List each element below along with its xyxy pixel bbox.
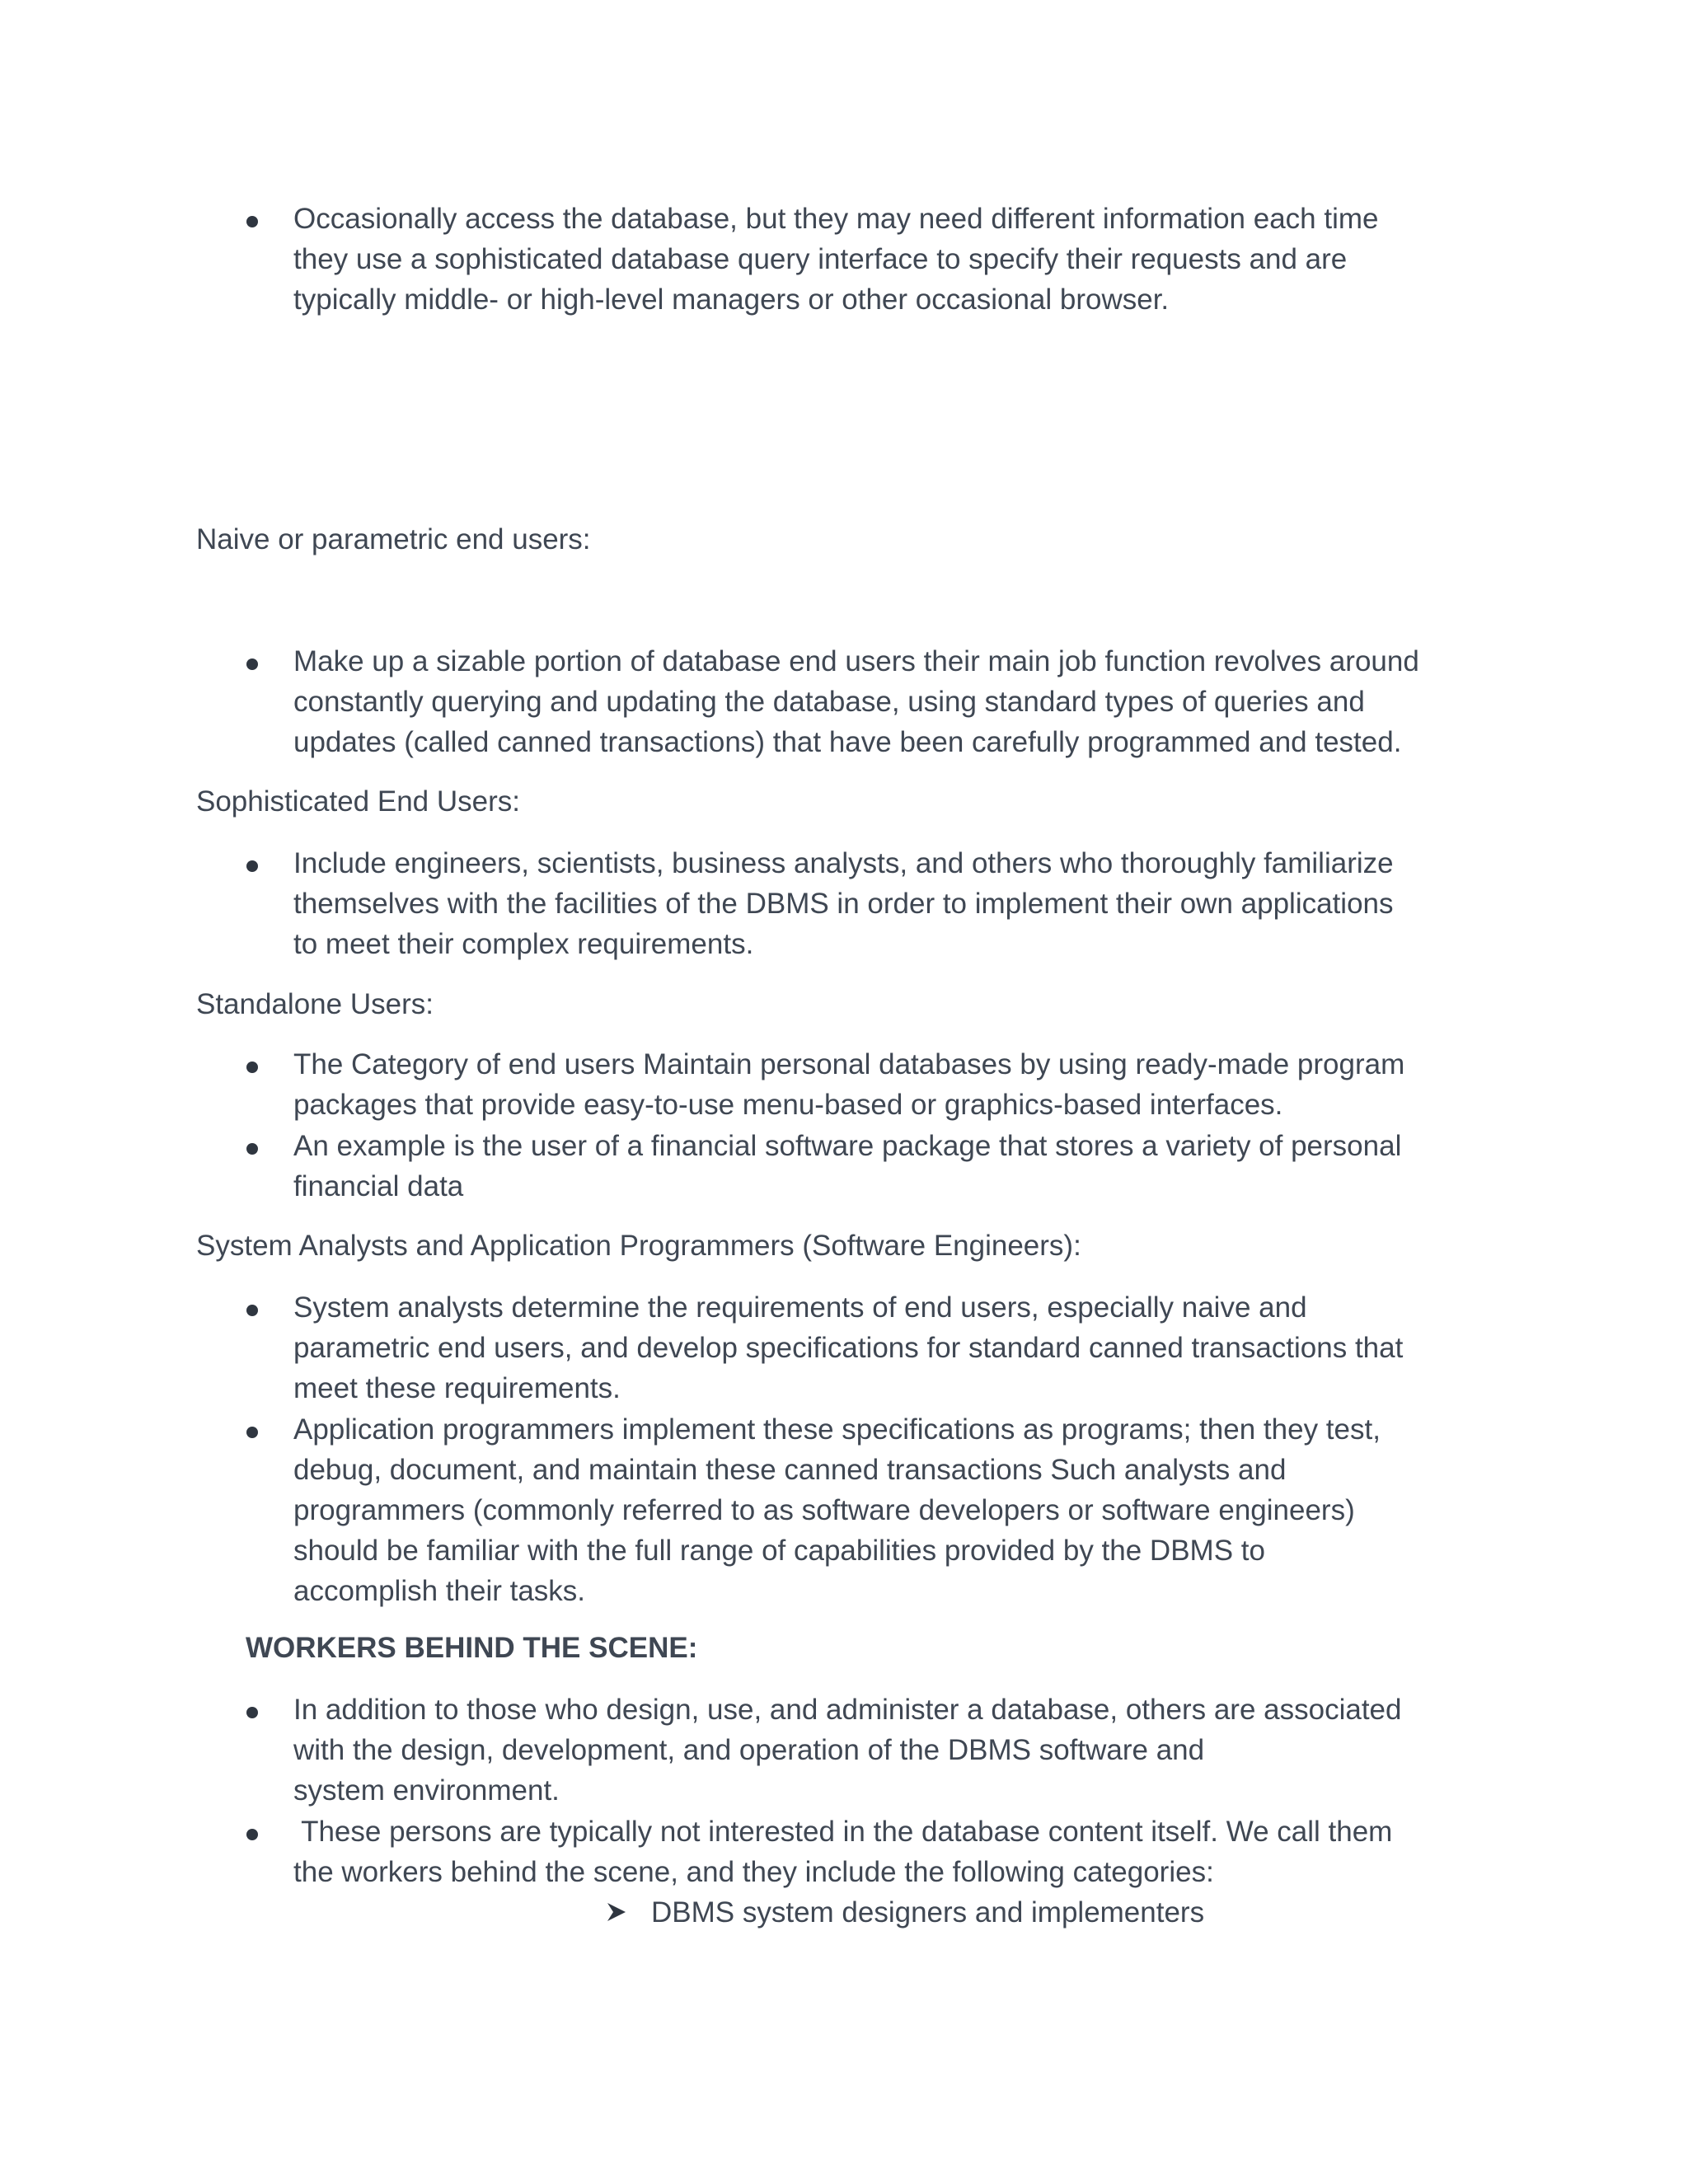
bullet-text-line: parametric end users, and develop specifications for standard canned transactions that [293,1332,1404,1364]
system-analysts-bullet [293,1287,1497,1408]
bullet-icon [246,1427,258,1438]
naive-users-heading: Naive or parametric end users: [196,523,591,555]
workers-behind-scene-heading: WORKERS BEHIND THE SCENE: [246,1632,698,1664]
bullet-text-line: meet these requirements. [293,1372,621,1404]
sophisticated-users-bullet [293,843,1497,964]
bullet-text-line: Occasionally access the database, but they may need different information each time [293,203,1379,235]
bullet-icon [246,1829,258,1840]
bullet-icon [246,658,258,670]
bullet-text-line: programmers (commonly referred to as software developers or software engineers) [293,1494,1355,1526]
bullet-text-line: Include engineers, scientists, business analysts, and others who thoroughly familiarize [293,847,1394,879]
bullet-text-line: In addition to those who design, use, and administer a database, others are associated [293,1694,1402,1726]
bullet-text-line: the workers behind the scene, and they include the following categories: [293,1856,1214,1888]
bullet-text-line: constantly querying and updating the database, using standard types of queries and [293,686,1365,718]
standalone-users-bullet [293,1126,1497,1207]
casual-users-bullet [293,199,1497,320]
bullet-icon [246,216,258,227]
system-analysts-heading: System Analysts and Application Programmers (Software Engineers): [196,1230,1081,1262]
sub-list-item-text: DBMS system designers and implementers [651,1896,1205,1929]
bullet-text-line: system environment. [293,1774,560,1807]
workers-bullet [293,1811,1497,1892]
bullet-text-line: The Category of end users Maintain personal databases by using ready-made program [293,1048,1405,1080]
bullet-text-line: with the design, development, and operation of the DBMS software and [293,1734,1205,1766]
standalone-users-heading: Standalone Users: [196,988,434,1020]
bullet-text-line: financial data [293,1170,464,1202]
bullet-text-line: Make up a sizable portion of database end users their main job function revolves around [293,645,1419,677]
bullet-text-line: Application programmers implement these specifications as programs; then they test, [293,1413,1381,1446]
naive-users-bullet [293,641,1497,762]
bullet-text-line: These persons are typically not interested in the database content itself. We call them [293,1816,1393,1848]
application-programmers-bullet [293,1409,1497,1611]
bullet-text-line: to meet their complex requirements. [293,928,754,960]
bullet-icon [246,1707,258,1718]
standalone-users-bullet [293,1044,1497,1125]
bullet-text-line: System analysts determine the requirements of end users, especially naive and [293,1291,1307,1324]
bullet-icon [246,1143,258,1155]
arrowhead-bullet-icon [605,1900,628,1924]
bullet-text-line: An example is the user of a financial software package that stores a variety of personal [293,1130,1402,1162]
sophisticated-users-heading: Sophisticated End Users: [196,785,520,818]
bullet-text-line: should be familiar with the full range of capabilities provided by the DBMS to [293,1535,1265,1567]
bullet-text-line: debug, document, and maintain these canned transactions Such analysts and [293,1454,1287,1486]
bullet-text-line: packages that provide easy-to-use menu-based or graphics-based interfaces. [293,1089,1283,1121]
sub-list-item [651,1892,1204,1933]
bullet-text-line: updates (called canned transactions) that have been carefully programmed and tested. [293,726,1402,758]
bullet-text-line: accomplish their tasks. [293,1575,586,1607]
bullet-icon [246,1305,258,1316]
bullet-text-line: they use a sophisticated database query interface to specify their requests and are [293,243,1348,275]
bullet-text-line: typically middle- or high-level managers or other occasional browser. [293,284,1170,316]
workers-bullet [293,1690,1497,1811]
bullet-icon [246,1062,258,1073]
bullet-icon [246,860,258,872]
bullet-text-line: themselves with the facilities of the DBMS in order to implement their own applications [293,888,1394,920]
